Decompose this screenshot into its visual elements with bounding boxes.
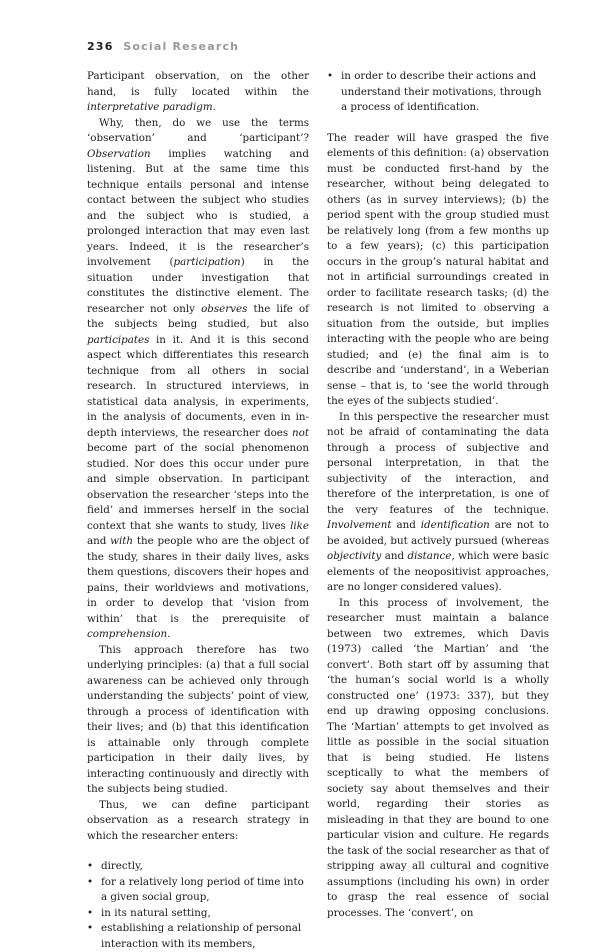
paragraph: [87, 798, 309, 845]
text-run: .: [167, 628, 171, 640]
text-run: Thus, we can define participant observation as a research strategy in which the researcher enters:: [87, 798, 309, 842]
italic-text: Observation: [87, 147, 151, 160]
left-column: [87, 69, 309, 952]
italic-text: observes: [201, 302, 248, 315]
italic-text: identification: [420, 519, 490, 531]
text-run: In this perspective the researcher must not be afraid of contaminating the data through a process of subjective and personal interpretation, in that the subjectivity of the interaction, and therefore of the interpretation, is one of the very features of the technique.: [327, 410, 549, 516]
text-run: implies watching and listening. But at the same time this technique entails personal and intense contact between the subject who studies and the subject who is studied, a prolonged interaction that may even last years. Indeed, it is the researcher’s involvement (: [87, 147, 309, 268]
text-run: , which were basic elements of the neopositivist approaches, are no longer considered values).: [327, 550, 549, 593]
italic-text: with: [110, 535, 134, 547]
text-run: become part of the social phenomenon studied. Nor does this occur under pure and simple observation. In participant observation the researcher ‘steps into the field’ and immerses herself in the social context that she wants to study, lives: [87, 442, 309, 532]
italic-text: distance: [407, 550, 452, 562]
paragraph: [87, 69, 309, 116]
text-run: ) in the situation under investigation that constitutes the distinctive element. The researcher not only: [87, 256, 309, 315]
paragraph: [327, 596, 549, 922]
text-run: the life of the subjects being studied, but also: [87, 302, 309, 330]
running-title: Social Research: [123, 40, 240, 53]
text-run: and: [87, 535, 111, 547]
text-run: In this process of involvement, the researcher must maintain a balance between two extremes, which Davis (1973) called ‘the Martian’ and ‘the convert’. Both start off by assuming that ‘the human’s social world is a wholly constructed one’ (1973: 337), but they end up drawing opposing conclusions. The ‘Martian’ attempts to get involved as little as possible in the social situation that is being studied. He listens sceptically to what the members of society say about themselves and their world, regarding their stories as misleading in that they are bound to one particular vision and culture. He regards the task of the social researcher as that of stripping away all cultural and cognitive assumptions (including his own) in order to grasp the real essence of social processes. The ‘convert’, on: [327, 596, 549, 919]
text-run: This approach therefore has two underlying principles: (a) that a full social awareness can be achieved only through understanding the subjects’ point of view, through a process of identification with their lives; and (b) that this identification is attainable only through complete participation in their daily lives, by interacting continuously and directly with the subjects being studied.: [87, 643, 309, 795]
page-number: 236: [87, 40, 114, 53]
italic-text: objectivity: [327, 550, 382, 562]
list-item: • for a relatively long period of time into a given social group,: [87, 875, 309, 906]
text-run: the people who are the object of the study, shares in their daily lives, asks them questions, discovers their hopes and pains, their worldviews and motivations, in order to develop that ‘vision from within’ that is the prerequisite of: [87, 535, 310, 625]
list-item: • in order to describe their actions and understand their motivations, through a process of identification.: [327, 69, 549, 116]
italic-text: interpretative paradigm: [87, 101, 213, 113]
list-item: • directly,: [87, 859, 309, 875]
italic-text: like: [290, 519, 309, 532]
italic-text: comprehension: [87, 628, 168, 640]
paragraph: [87, 643, 309, 798]
paragraph: [87, 116, 309, 643]
italic-text: not: [292, 426, 309, 439]
text-run: Participant observation, on the other hand, is fully located within the: [87, 70, 309, 98]
text-run: in it. And it is this second aspect which differentiates this research technique from all others in social research. In structured interviews, in statistical data analysis, in experiments, in the analysis of documents, even in in-depth interviews, the researcher does: [87, 333, 309, 439]
list-item: • establishing a relationship of personal interaction with its members,: [87, 921, 309, 952]
text-run: are not to be avoided, but actively pursued (whereas: [327, 519, 549, 547]
italic-text: participation: [173, 256, 241, 268]
definition-list: [87, 859, 309, 952]
paragraph: [327, 410, 549, 596]
paragraph: [327, 131, 549, 410]
italic-text: participates: [87, 333, 150, 346]
text-run: and: [381, 550, 408, 562]
right-column: [327, 69, 549, 921]
text-run: Why, then, do we use the terms ‘observation’ and ‘participant’?: [87, 116, 309, 144]
text-run: .: [212, 101, 216, 113]
italic-text: Involvement: [327, 519, 392, 531]
running-header: [87, 40, 239, 53]
text-run: and: [391, 519, 421, 531]
definition-list-continued: [327, 69, 549, 116]
text-run: The reader will have grasped the five elements of this definition: (a) observation must be conducted first-hand by the researcher, without being delegated to others (as in survey interviews); (b) the period spent with the group studied must be relatively long (from a few months up to a few years); (c) this participation occurs in the group’s natural habitat and not in artificial surroundings created in order to facilitate research tasks; (d) the research is not limited to observing a situation from the outside, but implies interacting with the people who are being studied; and (e) the final aim is to describe and ‘understand’, in a Weberian sense – that is, to ‘see the world through the eyes of the subjects studied’.: [327, 131, 549, 407]
list-item: • in its natural setting,: [87, 906, 309, 922]
